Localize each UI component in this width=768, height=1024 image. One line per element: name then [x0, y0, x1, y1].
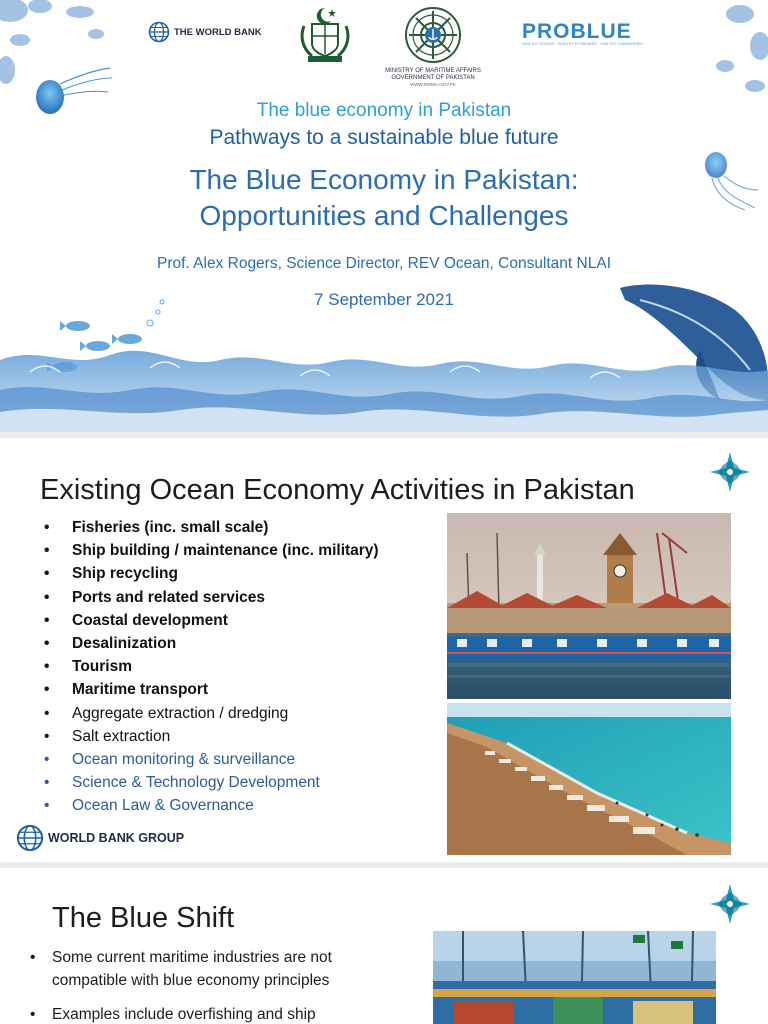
list-item: • Maritime transport — [44, 678, 379, 701]
list-item: • Salt extraction — [44, 725, 379, 748]
globe-icon — [148, 21, 170, 43]
world-bank-group-logo-text: WORLD BANK GROUP — [48, 831, 185, 845]
presentation-date: 7 September 2021 — [314, 290, 454, 309]
list-item: • Ship building / maintenance (inc. military) — [44, 539, 379, 562]
list-item: • Ocean monitoring & surveillance — [44, 748, 379, 771]
problue-logo-text: PROBLUE — [522, 20, 632, 43]
world-bank-group-logo — [16, 824, 184, 852]
pakistan-state-emblem-icon — [298, 6, 352, 64]
globe-icon — [16, 824, 44, 852]
harbour-boats-photo — [447, 513, 731, 699]
list-item: • Ocean Law & Governance — [44, 794, 379, 817]
blue-shift-slide — [0, 868, 768, 1024]
problue-tagline: HEALTHY OCEANS · HEALTHY ECONOMIES · HEALTHY COMMUNITIES — [522, 42, 643, 46]
list-item: • Fisheries (inc. small scale) — [44, 516, 379, 539]
subtitle-1: The blue economy in Pakistan — [256, 100, 512, 121]
ministry-caption-line1: MINISTRY OF MARITIME AFFAIRS — [385, 68, 481, 74]
activity-list — [44, 516, 379, 817]
compass-star-icon — [710, 452, 750, 492]
list-item: • Desalinization — [44, 632, 379, 655]
list-item: • Coastal development — [44, 609, 379, 632]
world-bank-logo — [148, 21, 262, 43]
fishing-boats-photo — [433, 931, 716, 1024]
activities-slide — [0, 438, 768, 862]
presenter: Prof. Alex Rogers, Science Director, REV Ocean, Consultant NLAI — [156, 255, 611, 272]
ship-wheel-emblem-icon — [404, 6, 462, 64]
world-bank-logo-text: THE WORLD BANK — [174, 26, 262, 38]
main-title-line1: The Blue Economy in Pakistan: — [189, 164, 579, 195]
beach-photo — [447, 703, 731, 855]
list-item: • Tourism — [44, 655, 379, 678]
blue-shift-list — [30, 946, 390, 1024]
list-item: • Ship recycling — [44, 562, 379, 585]
compass-star-icon — [710, 884, 750, 924]
ministry-url: WWW.MOMA.GOV.PK — [410, 82, 456, 87]
main-title-line2: Opportunities and Challenges — [199, 200, 569, 231]
list-item: • Aggregate extraction / dredging — [44, 702, 379, 725]
list-item: • Science & Technology Development — [44, 771, 379, 794]
ministry-caption-line2: GOVERNMENT OF PAKISTAN — [391, 75, 475, 81]
list-item: • Some current maritime industries are not compatible with blue economy principles — [30, 946, 390, 992]
main-title — [0, 162, 768, 234]
slide-title: Existing Ocean Economy Activities in Pakistan — [40, 474, 635, 506]
list-item: • Ports and related services — [44, 586, 379, 609]
list-item: • Examples include overfishing and ship — [30, 1003, 390, 1024]
slide-title: The Blue Shift — [52, 902, 235, 934]
subtitle-2: Pathways to a sustainable blue future — [209, 126, 559, 149]
ministry-logo — [360, 6, 506, 87]
problue-logo — [522, 20, 643, 46]
title-slide — [0, 0, 768, 432]
